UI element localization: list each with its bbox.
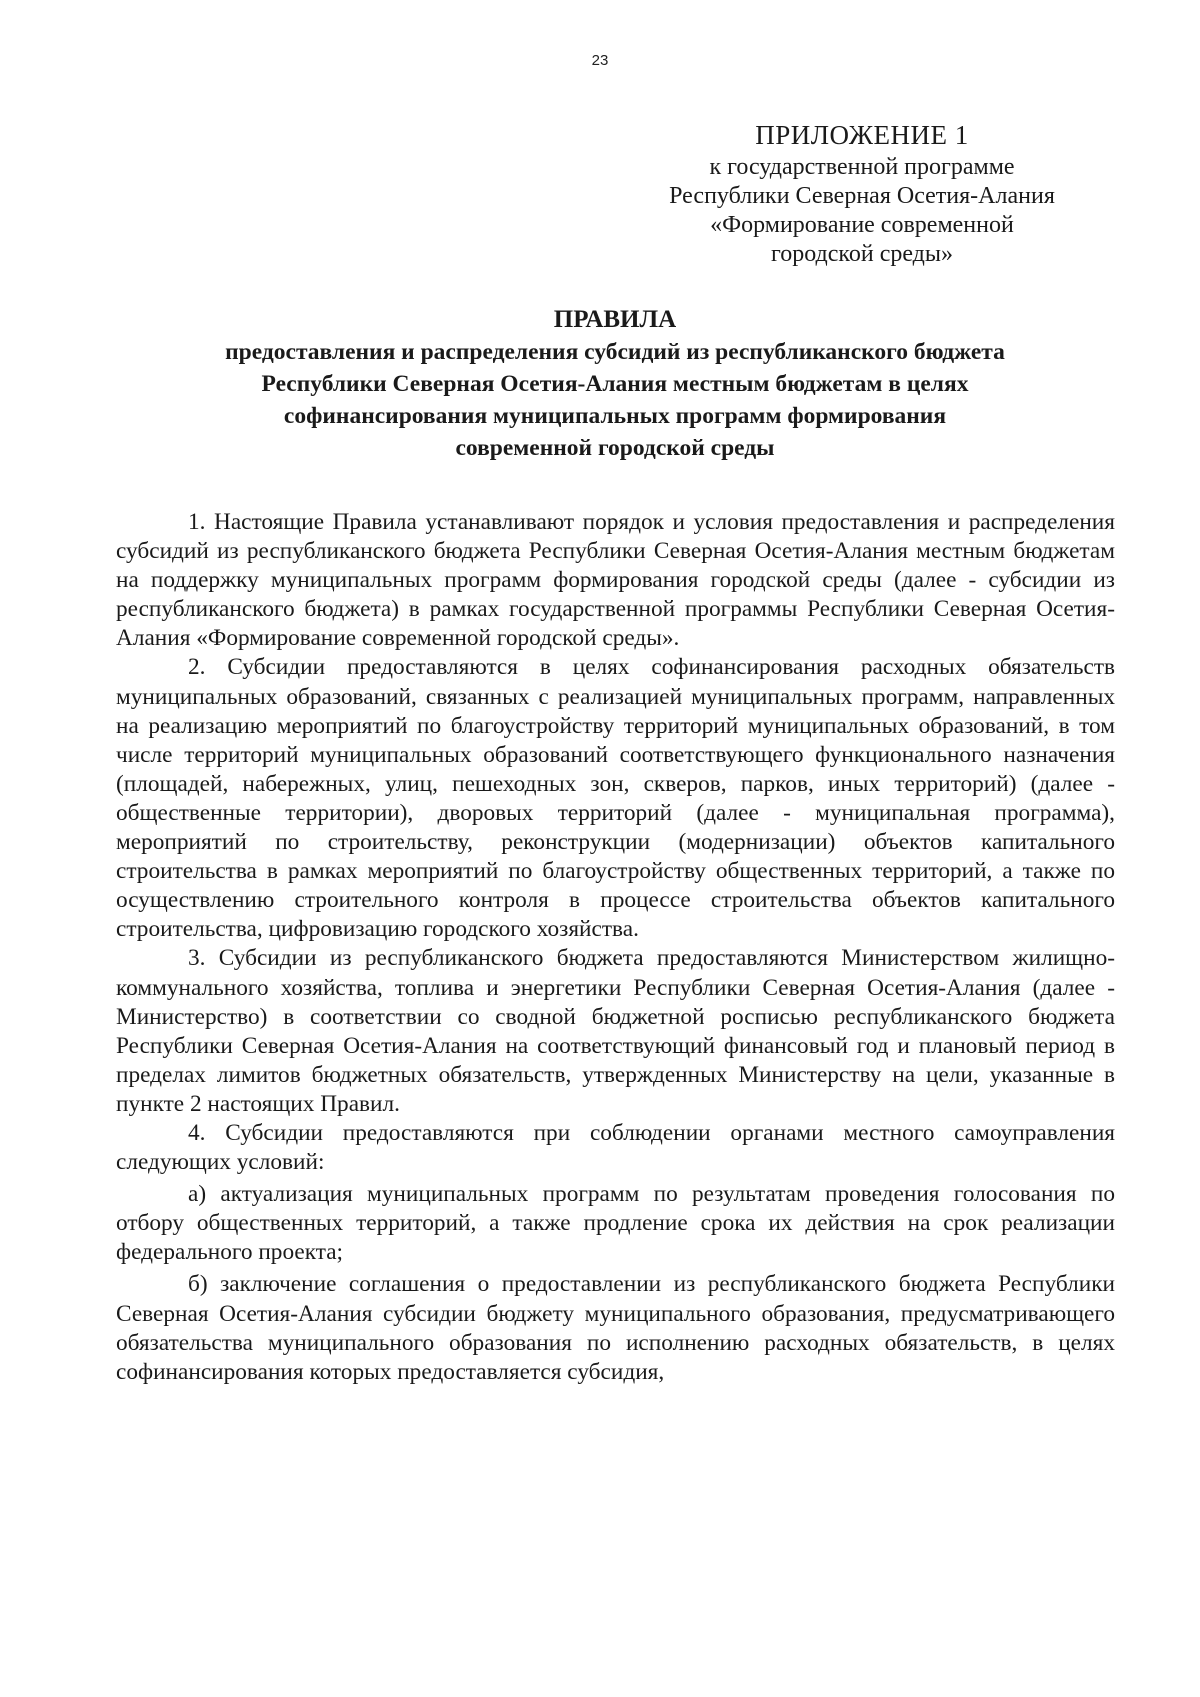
appendix-heading: ПРИЛОЖЕНИЕ 1 — [755, 120, 969, 150]
title-line: современной городской среды — [455, 435, 775, 461]
title-line: Республики Северная Осетия-Алания местным бюджетам в целях — [261, 371, 969, 397]
paragraph-3: 3. Субсидии из республиканского бюджета предоставляются Министерством жилищно-коммунального хозяйства, топлива и энергетики Республики Северная Осетия-Алания (далее - Министерство) в соответствии со сводной бюджетной росписью республиканского бюджета Республики Северная Осетия-Алания на соответствующий финансовый год и плановый период в пределах лимитов бюджетных обязательств, утвержденных Министерству на цели, указанные в пункте 2 настоящих Правил. — [116, 945, 1115, 1117]
paragraph-4a: а) актуализация муниципальных программ по результатам проведения голосования по отбору общественных территорий, а также продление срока их действия на срок реализации федерального проекта; — [116, 1181, 1115, 1266]
page-number: 23 — [591, 52, 609, 69]
document-title — [150, 304, 1080, 464]
paragraph-4: 4. Субсидии предоставляются при соблюдении органами местного самоуправления следующих условий: — [116, 1119, 1115, 1176]
title-line: предоставления и распределения субсидий из республиканского бюджета — [225, 339, 1005, 365]
appendix-line: «Формирование современной — [710, 212, 1014, 238]
title-line: софинансирования муниципальных программ формирования — [283, 403, 947, 429]
title-main: ПРАВИЛА — [553, 306, 677, 333]
appendix-line: Республики Северная Осетия-Алания — [669, 183, 1055, 209]
appendix-line: городской среды» — [770, 241, 954, 267]
paragraph-2: 2. Субсидии предоставляются в целях софинансирования расходных обязательств муниципальных образований, связанных с реализацией муниципальных программ, направленных на реализацию мероприятий по благоустройству территорий муниципальных образований, в том числе территорий муниципальных образований соответствующего функционального назначения (площадей, набережных, улиц, пешеходных зон, скверов, парков, иных территорий) (далее - общественные территории), дворовых территорий (далее - муниципальная программа), мероприятий по строительству, реконструкции (модернизации) объектов капитального строительства в рамках мероприятий по благоустройству общественных территорий, а также по осуществлению строительного контроля в процессе строительства объектов капитального строительства, цифровизацию городского хозяйства. — [116, 654, 1115, 943]
paragraph-1: 1. Настоящие Правила устанавливают порядок и условия предоставления и распределения субсидий из республиканского бюджета Республики Северная Осетия-Алания местным бюджетам на поддержку муниципальных программ формирования городской среды (далее - субсидии из республиканского бюджета) в рамках государственной программы Республики Северная Осетия-Алания «Формирование современной городской среды». — [116, 509, 1115, 652]
paragraph-4b: б) заключение соглашения о предоставлении из республиканского бюджета Республики Северная Осетия-Алания субсидии бюджету муниципального образования, предусматривающего обязательства муниципального образования по исполнению расходных обязательств, в целях софинансирования которых предоставляется субсидия, — [116, 1271, 1115, 1385]
document-body — [116, 508, 1115, 1387]
appendix-block — [652, 117, 1072, 269]
appendix-line: к государственной программе — [709, 154, 1015, 180]
